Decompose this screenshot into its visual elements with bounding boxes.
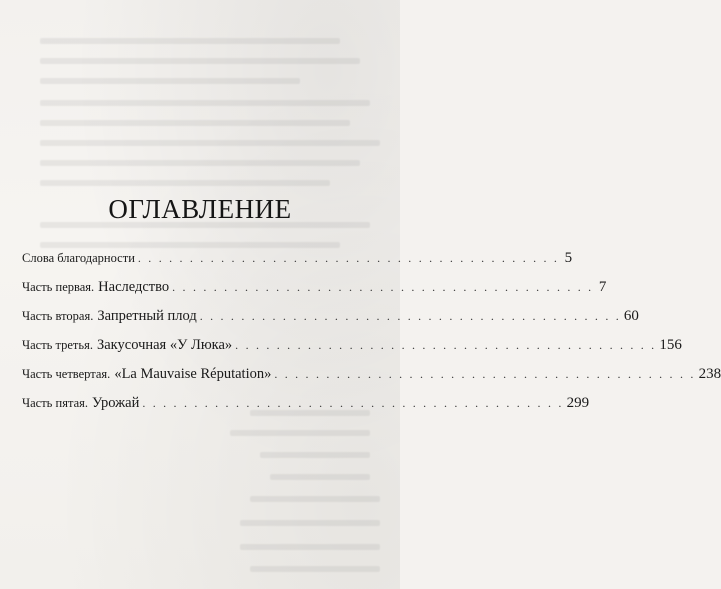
- table-of-contents: [22, 250, 721, 424]
- toc-leader-dots: . . . . . . . . . . . . . . . . . . . . . . . . . . . . . . . . . . . . . . . . .: [137, 251, 560, 265]
- toc-entry-title: «La Mauvaise Réputation»: [114, 366, 272, 382]
- toc-entry: [22, 395, 590, 424]
- toc-entry-page: 299: [566, 395, 590, 411]
- toc-leader-dots: . . . . . . . . . . . . . . . . . . . . . . . . . . . . . . . . . . . . . . . . .: [199, 309, 621, 323]
- toc-entry-part: Часть пятая.: [22, 396, 88, 410]
- toc-entry-part: Часть первая.: [22, 280, 95, 294]
- toc-entry-part: Слова благодарности: [22, 251, 135, 265]
- toc-leader-dots: . . . . . . . . . . . . . . . . . . . . . . . . . . . . . . . . . . . . . . . . .: [172, 280, 594, 294]
- toc-entry-title: Наследство: [98, 279, 170, 295]
- toc-entry-page: 238: [698, 366, 721, 382]
- toc-entry-title: Закусочная «У Люка»: [96, 337, 233, 353]
- toc-entry-page: 5: [564, 250, 573, 266]
- toc-entry-page: 7: [598, 279, 607, 295]
- toc-leader-dots: . . . . . . . . . . . . . . . . . . . . . . . . . . . . . . . . . . . . . . . . .: [274, 367, 696, 381]
- toc-leader-dots: . . . . . . . . . . . . . . . . . . . . . . . . . . . . . . . . . . . . . . . . .: [142, 396, 564, 410]
- toc-entry-page: 156: [659, 337, 682, 353]
- toc-entry-part: Часть вторая.: [22, 309, 94, 323]
- toc-entry-part: Часть третья.: [22, 338, 93, 352]
- toc-entry: [22, 279, 607, 308]
- toc-entry: [22, 337, 682, 366]
- toc-entry-title: Запретный плод: [97, 308, 197, 324]
- toc-leader-dots: . . . . . . . . . . . . . . . . . . . . . . . . . . . . . . . . . . . . . . . . .: [235, 338, 657, 352]
- toc-entry: [22, 250, 573, 279]
- toc-entry-title: Урожай: [92, 395, 140, 411]
- toc-entry-part: Часть четвертая.: [22, 367, 111, 381]
- toc-entry-page: 60: [623, 308, 639, 324]
- page-title: ОГЛАВЛЕНИЕ: [108, 194, 292, 224]
- toc-entry: [22, 308, 639, 337]
- toc-entry: [22, 366, 721, 395]
